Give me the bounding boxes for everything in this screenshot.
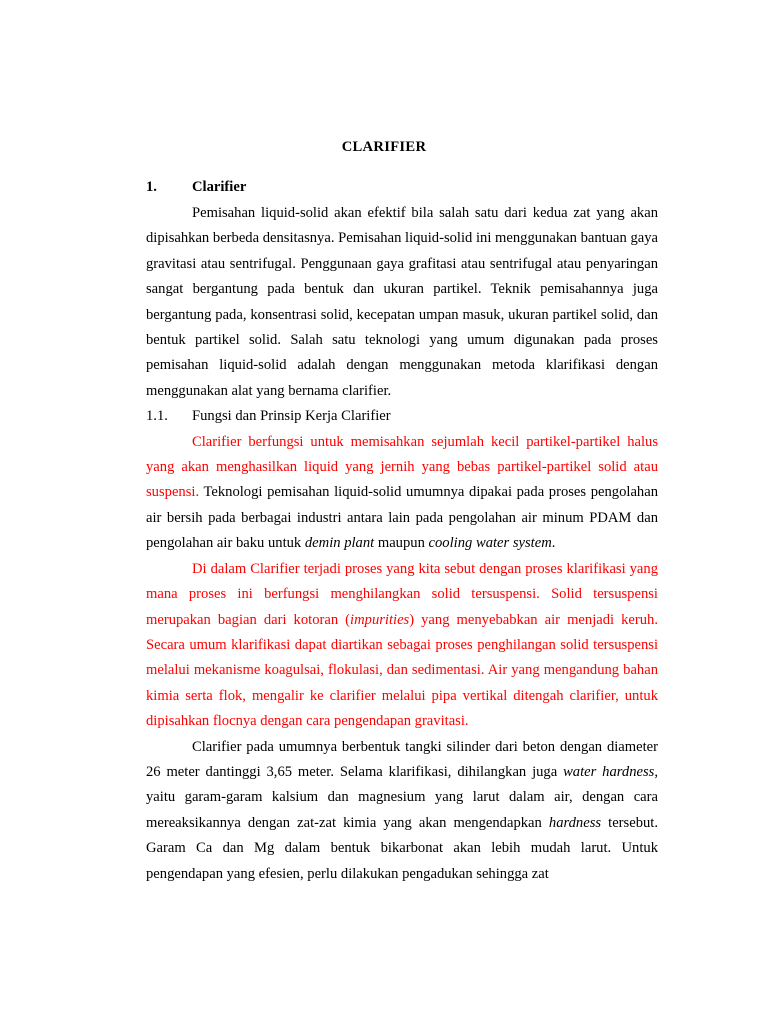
paragraph-4-italic-1: water hardness	[563, 763, 655, 780]
subsection-title: Fungsi dan Prinsip Kerja Clarifier	[192, 408, 391, 425]
section-number: 1.	[146, 179, 157, 195]
paragraph-2-text-2: maupun	[374, 535, 429, 552]
document-title: CLARIFIER	[341, 139, 427, 155]
paragraph-3	[146, 557, 658, 735]
paragraph-2-italic-2: cooling water system	[428, 535, 552, 552]
paragraph-4-text-3: tersebut. Garam Ca dan Mg dalam bentuk bikarbonat akan lebih mudah larut. Untuk pengendapan yang efesien, perlu dilakukan pengadukan sehingga zat	[146, 814, 658, 882]
section-title: Clarifier	[192, 179, 247, 195]
paragraph-4	[146, 735, 658, 887]
paragraph-1: Pemisahan liquid-solid akan efektif bila salah satu dari kedua zat yang akan dipisahkan berbeda densitasnya. Pemisahan liquid-solid ini menggunakan bantuan gaya gravitasi atau sentrifugal. Penggunaan gaya grafitasi atau sentrifugal atau penyaringan sangat bergantung pada bentuk dan ukuran partikel. Teknik pemisahannya juga bergantung pada, konsentrasi solid, kecepatan umpan masuk, ukuran partikel solid, dan bentuk partikel solid. Salah satu teknologi yang umum digunakan pada proses pemisahan liquid-solid adalah dengan menggunakan metoda klarifikasi dengan menggunakan alat yang bernama clarifier.	[146, 205, 658, 399]
paragraph-3-text-1: Di dalam Clarifier terjadi proses yang kita sebut dengan proses klarifikasi yang mana proses ini berfungsi menghilangkan solid tersuspensi. Solid tersuspensi merupakan bagian dari kotoran (	[146, 560, 658, 628]
section-heading	[146, 177, 246, 197]
paragraph-4-text-2: , yaitu garam-garam kalsium dan magnesium yang larut dalam air, dengan cara mereaksikannya dengan zat-zat kimia yang akan mengendapkan	[146, 763, 658, 831]
subsection-number: 1.1.	[146, 408, 168, 425]
paragraph-2-text-1: Teknologi pemisahan liquid-solid umumnya dipakai pada proses pengolahan air bersih pada berbagai industri antara lain pada pengolahan air minum PDAM dan pengolahan air baku untuk	[146, 484, 658, 552]
paragraph-2-text-3: .	[551, 535, 556, 552]
document-body	[146, 201, 658, 887]
highlighted-text: Clarifier berfungsi untuk memisahkan sejumlah kecil partikel-partikel halus yang akan menghasilkan liquid yang jernih yang bebas partikel-partikel solid atau suspensi.	[146, 433, 658, 501]
paragraph-2-italic-1: demin plant	[304, 535, 375, 552]
paragraph-3-text-2: ) yang menyebabkan air menjadi keruh. Secara umum klarifikasi dapat diartikan sebagai proses penghilangan solid tersuspensi melalui mekanisme koagulsai, flokulasi, dan sedimentasi. Air yang mengandung bahan kimia serta flok, mengalir ke clarifier melalui pipa vertikal ditengah clarifier, untuk dipisahkan flocnya dengan cara pengendapan gravitasi.	[146, 611, 659, 730]
paragraph-3-italic-1: impurities	[350, 611, 410, 628]
paragraph-2	[146, 430, 658, 557]
paragraph-4-italic-2: hardness	[548, 814, 602, 831]
subsection-heading	[146, 404, 658, 429]
paragraph-4-text-1: Clarifier pada umumnya berbentuk tangki silinder dari beton dengan diameter 26 meter dantinggi 3,65 meter. Selama klarifikasi, dihilangkan juga	[146, 738, 658, 780]
